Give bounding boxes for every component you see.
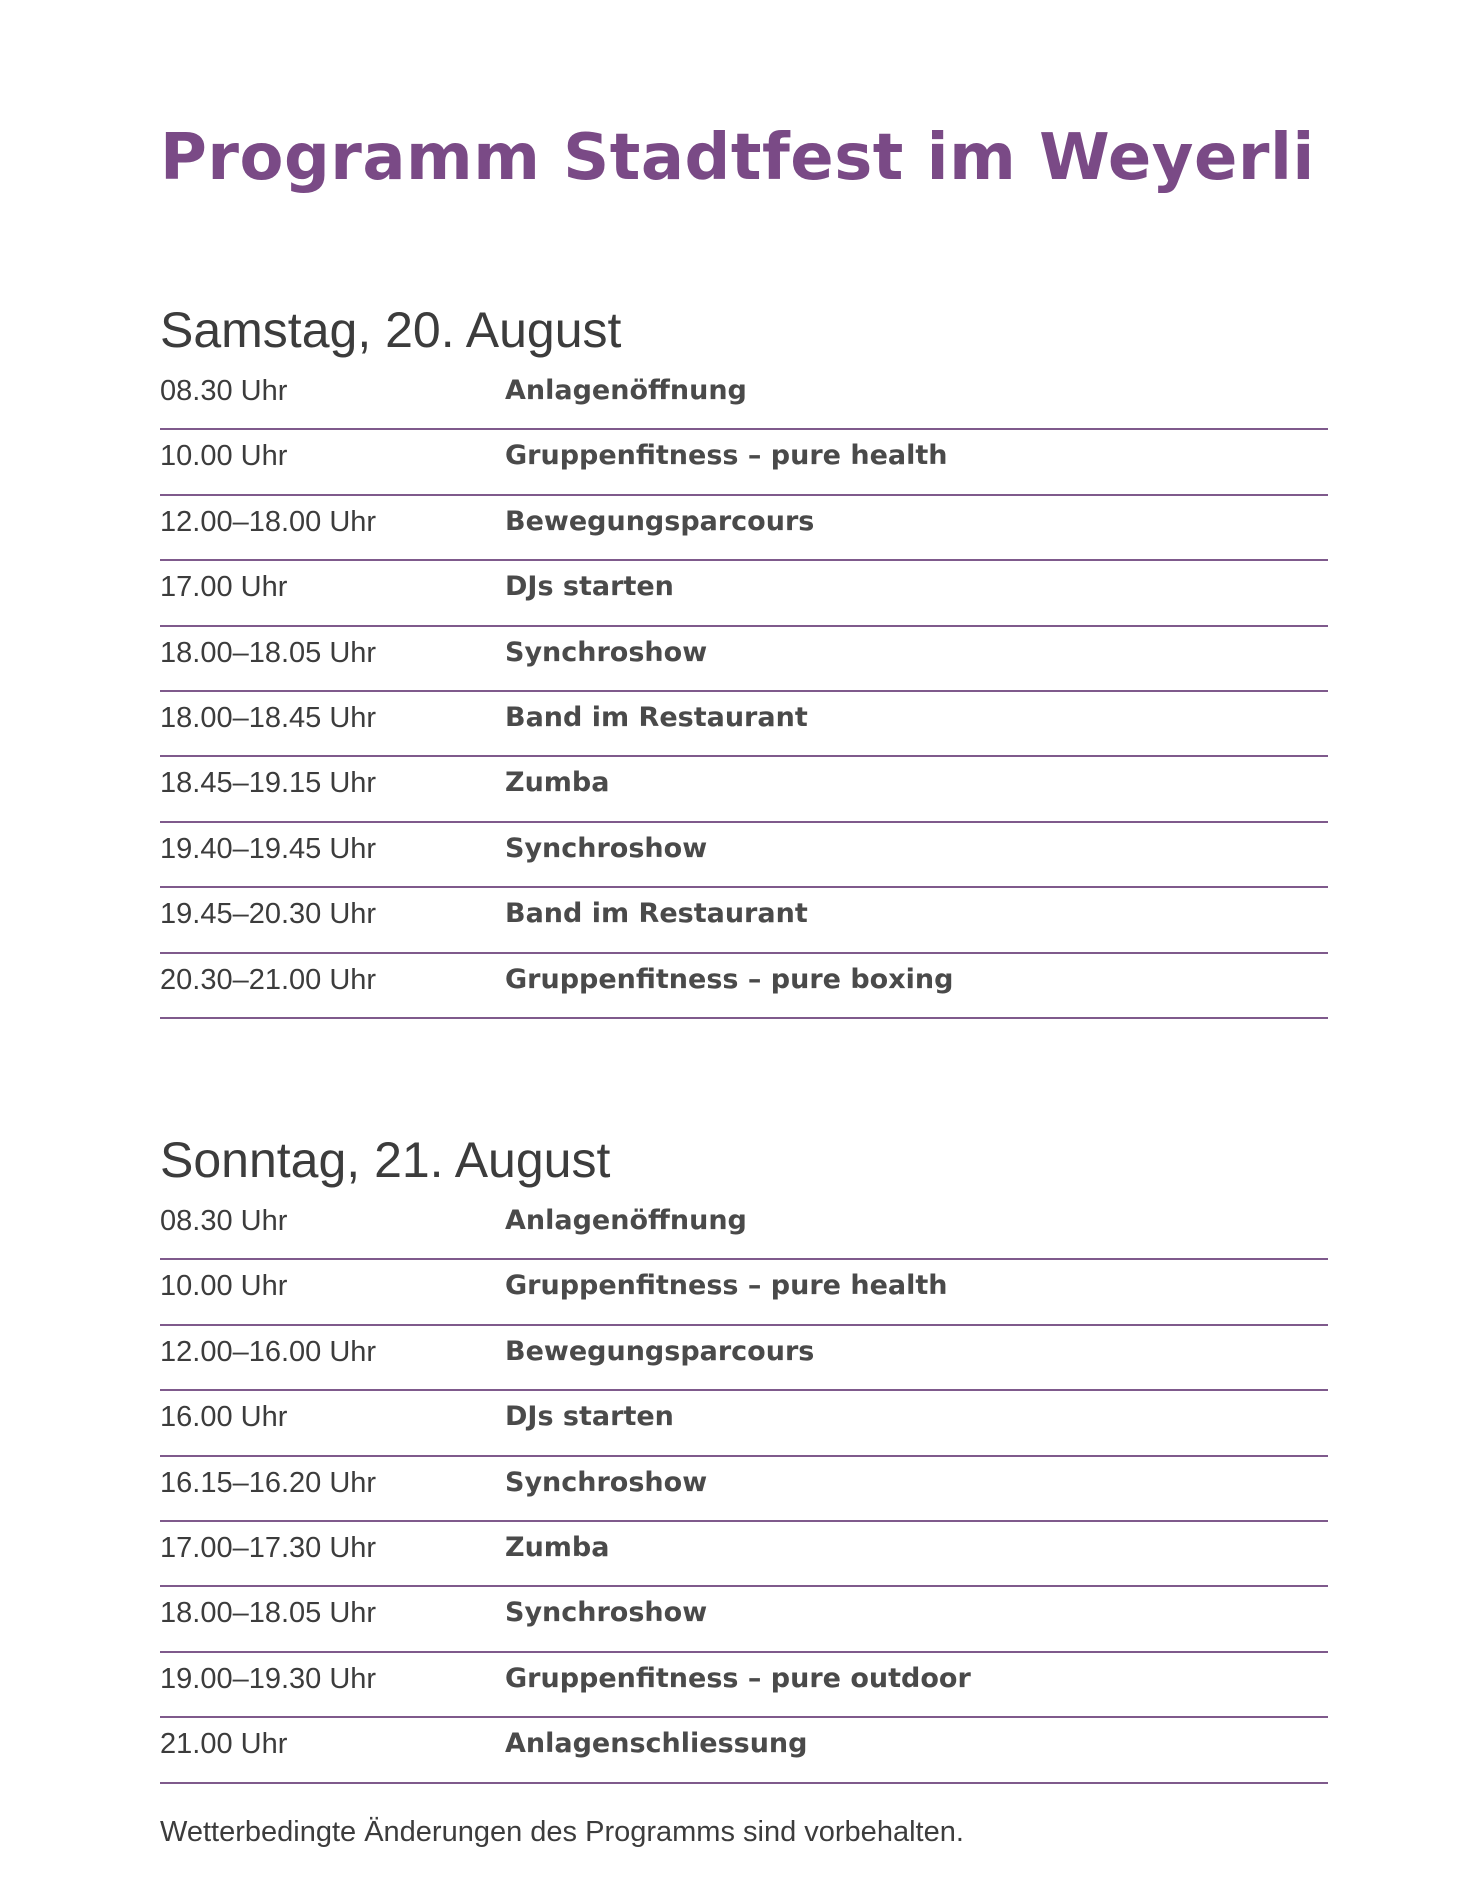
schedule-time: 08.30 Uhr	[160, 375, 288, 407]
schedule-event: Band im Restaurant	[505, 898, 808, 930]
schedule-time: 16.15–16.20 Uhr	[160, 1466, 377, 1499]
schedule-event: Anlagenschliessung	[505, 1728, 808, 1760]
schedule-list	[160, 365, 1328, 1019]
schedule-time: 12.00–18.00 Uhr	[160, 505, 377, 538]
schedule-time: 17.00 Uhr	[160, 571, 288, 604]
schedule-row	[160, 365, 1328, 430]
schedule-event: Anlagenöffnung	[505, 1205, 747, 1236]
schedule-row	[160, 954, 1328, 1019]
schedule-list	[160, 1195, 1328, 1784]
schedule-time: 12.00–16.00 Uhr	[160, 1335, 377, 1368]
schedule-row	[160, 1391, 1328, 1456]
schedule-time: 17.00–17.30 Uhr	[160, 1531, 377, 1564]
schedule-time: 08.30 Uhr	[160, 1205, 288, 1237]
day-section-sunday	[160, 1125, 1328, 1784]
schedule-row	[160, 627, 1328, 692]
schedule-event: Gruppenfitness – pure outdoor	[505, 1662, 971, 1694]
schedule-event: Anlagenöffnung	[505, 375, 747, 406]
schedule-row	[160, 496, 1328, 561]
schedule-time: 18.00–18.05 Uhr	[160, 1597, 377, 1630]
schedule-row	[160, 1260, 1328, 1325]
schedule-row	[160, 1653, 1328, 1718]
schedule-event: Synchroshow	[505, 1597, 708, 1629]
schedule-event: Band im Restaurant	[505, 701, 808, 733]
schedule-event: DJs starten	[505, 571, 674, 603]
day-heading: Sonntag, 21. August	[160, 1132, 611, 1188]
schedule-event: Synchroshow	[505, 832, 708, 864]
schedule-row	[160, 1195, 1328, 1260]
schedule-time: 10.00 Uhr	[160, 1270, 288, 1303]
schedule-time: 19.40–19.45 Uhr	[160, 832, 377, 865]
schedule-event: Bewegungsparcours	[505, 505, 815, 537]
page-title: Programm Stadtfest im Weyerli	[160, 121, 1315, 195]
schedule-row	[160, 1457, 1328, 1522]
schedule-time: 18.00–18.05 Uhr	[160, 636, 377, 669]
schedule-time: 20.30–21.00 Uhr	[160, 963, 377, 996]
schedule-time: 16.00 Uhr	[160, 1401, 288, 1434]
schedule-time: 21.00 Uhr	[160, 1728, 288, 1761]
schedule-row	[160, 888, 1328, 953]
schedule-event: Bewegungsparcours	[505, 1335, 815, 1367]
schedule-row	[160, 1522, 1328, 1587]
schedule-row	[160, 1718, 1328, 1783]
schedule-time: 19.00–19.30 Uhr	[160, 1662, 377, 1695]
schedule-row	[160, 561, 1328, 626]
schedule-event: DJs starten	[505, 1401, 674, 1433]
schedule-row	[160, 757, 1328, 822]
schedule-row	[160, 430, 1328, 495]
schedule-row	[160, 692, 1328, 757]
schedule-event: Synchroshow	[505, 636, 708, 668]
schedule-time: 18.00–18.45 Uhr	[160, 701, 377, 734]
schedule-row	[160, 1587, 1328, 1652]
schedule-event: Gruppenfitness – pure health	[505, 440, 948, 472]
schedule-event: Synchroshow	[505, 1466, 708, 1498]
day-section-saturday	[160, 295, 1328, 1019]
schedule-event: Zumba	[505, 767, 610, 799]
schedule-time: 10.00 Uhr	[160, 440, 288, 473]
schedule-event: Zumba	[505, 1531, 610, 1563]
schedule-time: 18.45–19.15 Uhr	[160, 767, 377, 800]
schedule-event: Gruppenfitness – pure boxing	[505, 963, 954, 995]
schedule-row	[160, 823, 1328, 888]
schedule-row	[160, 1326, 1328, 1391]
schedule-time: 19.45–20.30 Uhr	[160, 898, 377, 931]
day-heading: Samstag, 20. August	[160, 302, 622, 358]
schedule-event: Gruppenfitness – pure health	[505, 1270, 948, 1302]
footnote: Wetterbedingte Änderungen des Programms sind vorbehalten.	[160, 1816, 964, 1848]
